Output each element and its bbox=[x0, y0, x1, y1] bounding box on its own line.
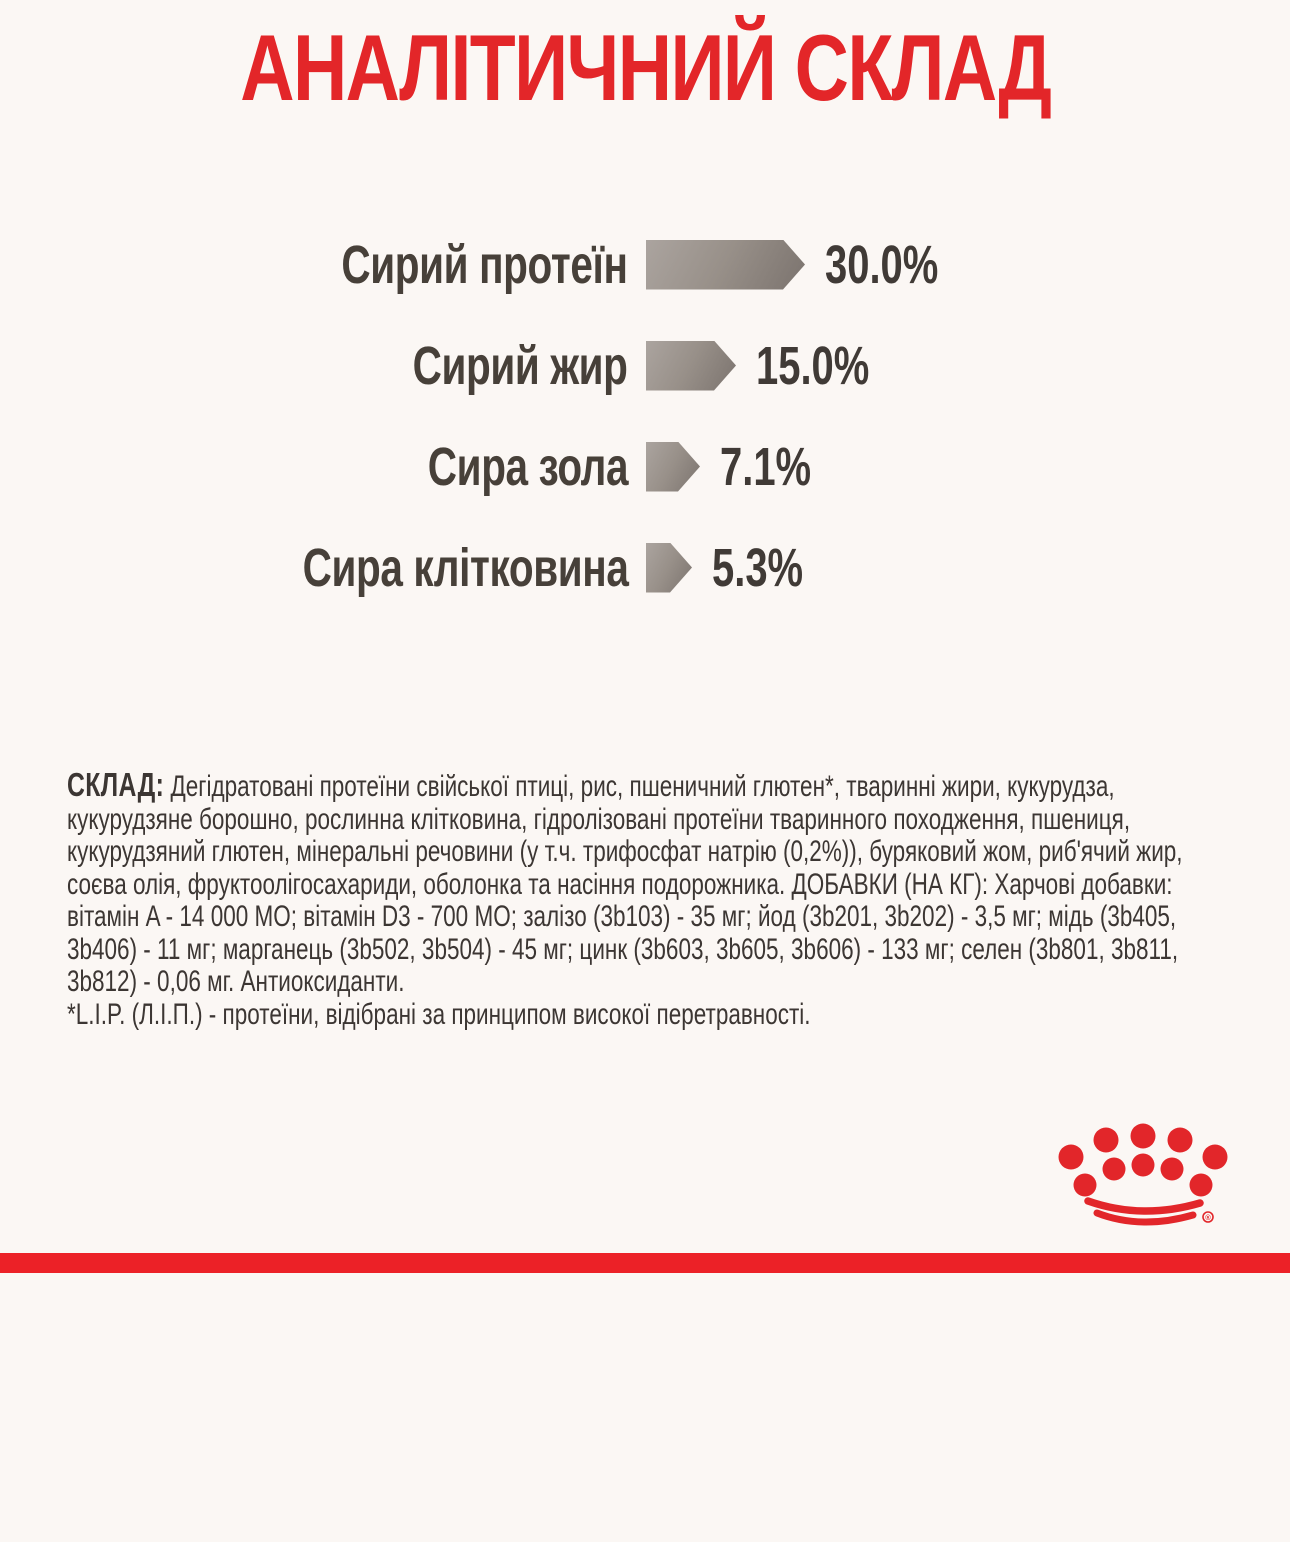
value-label: 5.3% bbox=[712, 537, 804, 598]
header bbox=[0, 15, 1290, 120]
composition-heading: СКЛАД: bbox=[67, 766, 165, 803]
bar-arrow bbox=[646, 543, 692, 593]
analysis-row bbox=[0, 315, 1290, 416]
composition-line: СКЛАД: Дегідратовані протеїни свійської птиці, рис, пшеничний глютен*, тваринні жири, кукурудза, bbox=[67, 766, 1115, 803]
registered-trademark: ® bbox=[1205, 1213, 1211, 1222]
value-label: 15.0% bbox=[756, 335, 870, 396]
analysis-chart bbox=[0, 214, 1290, 618]
nutrient-label: Сирий жир bbox=[413, 335, 628, 396]
analysis-row bbox=[0, 416, 1290, 517]
nutrient-label: Сира зола bbox=[427, 436, 628, 497]
value-label: 7.1% bbox=[720, 436, 812, 497]
analysis-row bbox=[0, 214, 1290, 315]
bar-arrow bbox=[646, 442, 700, 492]
composition-line: вітамін A - 14 000 МО; вітамін D3 - 700 МО; залізо (3b103) - 35 мг; йод (3b201, 3b202) - 3,5 мг; мідь (3b405, bbox=[67, 900, 1177, 933]
composition-line: 3b812) - 0,06 мг. Антиоксиданти. bbox=[67, 965, 405, 998]
royal-canin-crown-logo bbox=[1030, 1118, 1265, 1250]
red-divider-bar bbox=[0, 1253, 1290, 1273]
composition-line: *L.I.P. (Л.І.П.) - протеїни, відібрані за принципом високої перетравності. bbox=[67, 997, 811, 1031]
nutrient-label: Сирий протеїн bbox=[341, 234, 628, 295]
composition-line: кукурудзяний глютен, мінеральні речовини (у т.ч. трифосфат натрію (0,2%)), буряковий жом, риб'ячий жир, bbox=[67, 835, 1183, 868]
value-label: 30.0% bbox=[825, 234, 939, 295]
page-title: АНАЛІТИЧНИЙ СКЛАД bbox=[239, 15, 1051, 120]
nutrient-label: Сира клітковина bbox=[302, 537, 628, 598]
composition-line: 3b406) - 11 мг; марганець (3b502, 3b504) - 45 мг; цинк (3b603, 3b605, 3b606) - 133 мг; селен (3b801, 3b811, bbox=[67, 932, 1179, 966]
bar-arrow bbox=[646, 341, 736, 391]
analysis-row bbox=[0, 517, 1290, 618]
composition-line: соєва олія, фруктоолігосахариди, оболонка та насіння подорожника. ДОБАВКИ (НА КГ): Харчові добавки: bbox=[67, 867, 1173, 901]
composition-line: кукурудзяне борошно, рослинна клітковина, гідролізовані протеїни тваринного походження, пшениця, bbox=[67, 802, 1131, 836]
bar-arrow bbox=[646, 240, 805, 290]
composition-text bbox=[67, 766, 1282, 1031]
